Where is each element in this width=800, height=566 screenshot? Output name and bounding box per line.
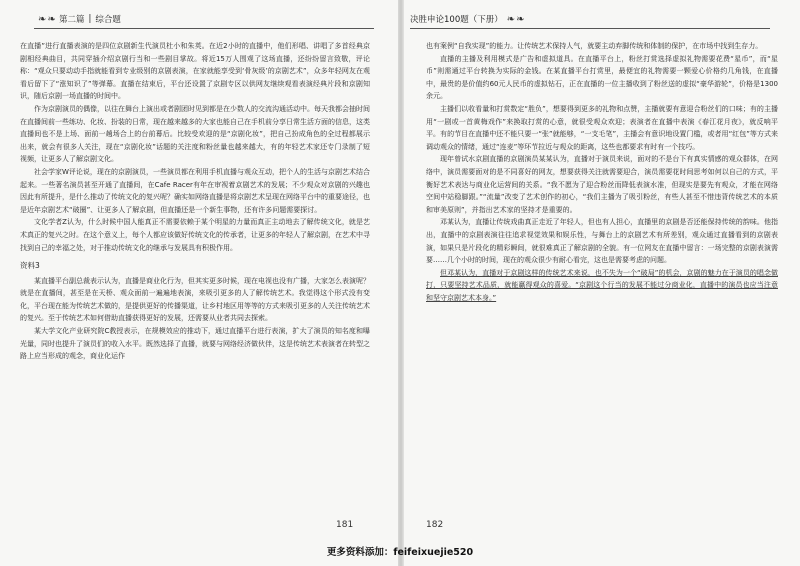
- paragraph: 在直播”进行直播表演的是四位京剧新生代演员杜小和朱英。在近2小时的直播中，他们形唱、讲唱了多首经典京剧相经典曲目，共同穿插介绍京剧行当和一些剧目掌故。将近15万人围观了这场直播，还纷纷留言致敬，评论称：“观众只要动动手指就能看到专业级别的京剧表演，在家就能享受到‘骨灰级’的京剧艺术”，众多年轻网友在观看后留下了“涨知识了”等弹幕。直播在结束后，平台还设置了京剧专区以供网友继续观看表演经典片段和京剧知识，随后京剧一场直播的时间中。: [20, 42, 370, 101]
- paragraph: 某直播平台副总裁表示认为，直播是商业化行为，但其实更多时候，现在电视也没有广播，大家怎么表演呢？就是在直播间，甚至是在天桥、观众面前一遍遍地表演，来吸引更多的人了解传统艺术。我觉得这个形式没有变化，平台现在能为传统艺术做的，是提供更好的传播渠道，让乡村地区用等等的方式来吸引更多的人关注传统艺术的复兴。至于传统艺术如何借助直播获得更好的发展，还需要从业者共同去探索。: [20, 276, 370, 323]
- header-separator: |: [88, 14, 92, 24]
- right-page: [404, 0, 800, 566]
- page-number: 182: [426, 520, 444, 530]
- section-title: 资料3: [20, 261, 40, 271]
- page-number: 181: [336, 520, 354, 530]
- paragraph: 文化学者Z认为，什么时候中国人能真正不需要依赖于某个明星的力量而真正主动地去了解传统文化，就是艺术真正的复兴之时。在这个意义上，每个人都应该做好传统文化的传承者，让更多的年轻人了解京剧，在艺术中寻找到自己的幸福之处，对于推动传统文化的继承与发展具有积极作用。: [20, 218, 370, 252]
- paragraph: 直播的主播及利用模式是广告和虚拟道具。在直播平台上，粉丝打赏选择虚拟礼物需要花费“星币”，而“星币”则需通过平台转换为实际的金钱。在某直播平台打赏里，最便宜的礼物需要一颗爱心价格约几角钱，在直播中，最贵的是价值约60元人民币的虚拟钻石，正在直播的一位主播收到了粉丝送的虚拟“豪华游轮”，价格是1300余元。: [426, 54, 778, 101]
- paragraph: 某大学文化产业研究院C教授表示，在规模效应的推动下，通过直播平台进行表演，扩大了演员的知名度和曝光量，同时也提升了演员们的收入水平。既然选择了直播，就要与网络经济做伙伴，这是传统艺术表演者在转型之路上应当形成的观念，商业化运作: [20, 327, 370, 361]
- chapter-label: 第二篇: [58, 15, 85, 25]
- book-title: 决胜申论100题（下册）: [410, 15, 503, 25]
- paragraph: 作为京剧演员的偶像，以往在舞台上演出或者剧团时见到都是在少数人的交流沟通活动中。每天我都会抽时间在直播间前一些练功、化妆、扮装的日常，现在越来越多的大家也能自己在手机前分享日常生活方面的信息，这类直播间也不是上场、面前一趟场合上的台前幕后。比较受欢迎的是“京剧化妆”，把自己扮成角色的全过程都展示出来，就会有很多人关注，现在“京剧化妆”话题的关注度和粉丝量也越来越大，有的年轻艺术家还专门录制了短视频，让更多人了解京剧文化。: [20, 104, 370, 164]
- footer-note: 更多资料添加：feifeixuejie520: [326, 547, 474, 558]
- paragraph: 现年曾试水京剧直播的京剧演员某某认为，直播对于演员来说，面对的不是台下有真实情感的观众群体，在网络中，演员需要面对的是不同喜好的网友，想要获得关注就需要迎合，演员需要花时间思考如何以自己的方式，平衡好艺术表达与商业化运营间的关系。“我不愿为了迎合粉丝而降低表演水准，但现实是要先有观众，才能在网络空间中站稳脚跟。”“流量”改变了艺术创作的初心，“我们主播为了吸引粉丝，有些人甚至不惜违背传统艺术的本质和审美原则”，并指出艺术家的坚持才是重要的。: [426, 155, 778, 214]
- paragraph: 邓某认为，直播让传统戏曲真正走近了年轻人，但也有人担心，直播里的京剧是否还能保持传统的韵味。他指出，直播中的京剧表演往往追求视觉效果和娱乐性，与舞台上的京剧艺术有所差别，观众通过直播看到的京剧表演，如果只是片段化的精彩瞬间，就很难真正了解京剧的全貌。有一位网友在直播中留言：一场完整的京剧表演需要……几个小时的时间，现在的观众很少有耐心看完，这也是需要考虑的问题。: [426, 218, 778, 265]
- section-label: 综合题: [95, 15, 121, 25]
- paragraph: 主播们以收看量和打赏数定“胜负”，想要得到更多的礼物和点赞，主播就要有意迎合粉丝们的口味；有的主播用“一剧或一首黄梅戏作”来换取打赏的心意，就很受观众欢迎；表演者在直播中表演《春江花月夜》，就反响平平。有的节目在直播中还不能只要一“张”就能够，“一支毛笔”，主播会有意识地设置门槛，或者用“红包”等方式来调动观众的情绪，通过“连麦”等环节拉近与观众的距离，这些也都要求有时有一个技巧。: [426, 104, 778, 151]
- right-body-text: [426, 40, 778, 304]
- header-rule: [410, 28, 770, 29]
- left-page: [0, 0, 398, 566]
- page-header: [410, 12, 528, 26]
- left-body-text: [20, 40, 370, 363]
- paragraph: 社会学家W评论说，现在的京剧演员，一些演员都在利用手机直播与观众互动，把个人的生活与京剧艺术结合起来。一些著名演员甚至开通了直播间，在Cafe Racer有年在审视着京剧艺术的发展；不少观众对京剧的兴趣也因此有所提升，是什么推动了传统文化的复兴呢？确实如网络直播是将京剧艺术呈现在网络平台中的重要途径，也是近年京剧艺术“破圈”、让更多人了解京剧，但直播还是一个新生事物，还有许多问题需要探讨。: [20, 167, 370, 214]
- paragraph: 也有案例“自我实现”的能力。让传统艺术保持人气，就要主动弃脚传统和体制的保护，在市场中找到生存力。: [426, 42, 763, 50]
- page-header: [34, 12, 121, 26]
- header-rule: [34, 28, 374, 29]
- paragraph: 但邓某认为，直播对于京剧这样的传统艺术来说，也不失为一个“破局”的机会，京剧的魅力在于演员的唱念做打，只要坚持艺术品质，就能赢得观众的喜爱。“京剧这个行当的发展不能过分商业化，直播中的演员也应当注意和坚守京剧艺术本身。”: [426, 268, 778, 302]
- ornament-icon: ❧ ❧: [38, 13, 55, 25]
- ornament-icon: ❧ ❧: [506, 13, 524, 25]
